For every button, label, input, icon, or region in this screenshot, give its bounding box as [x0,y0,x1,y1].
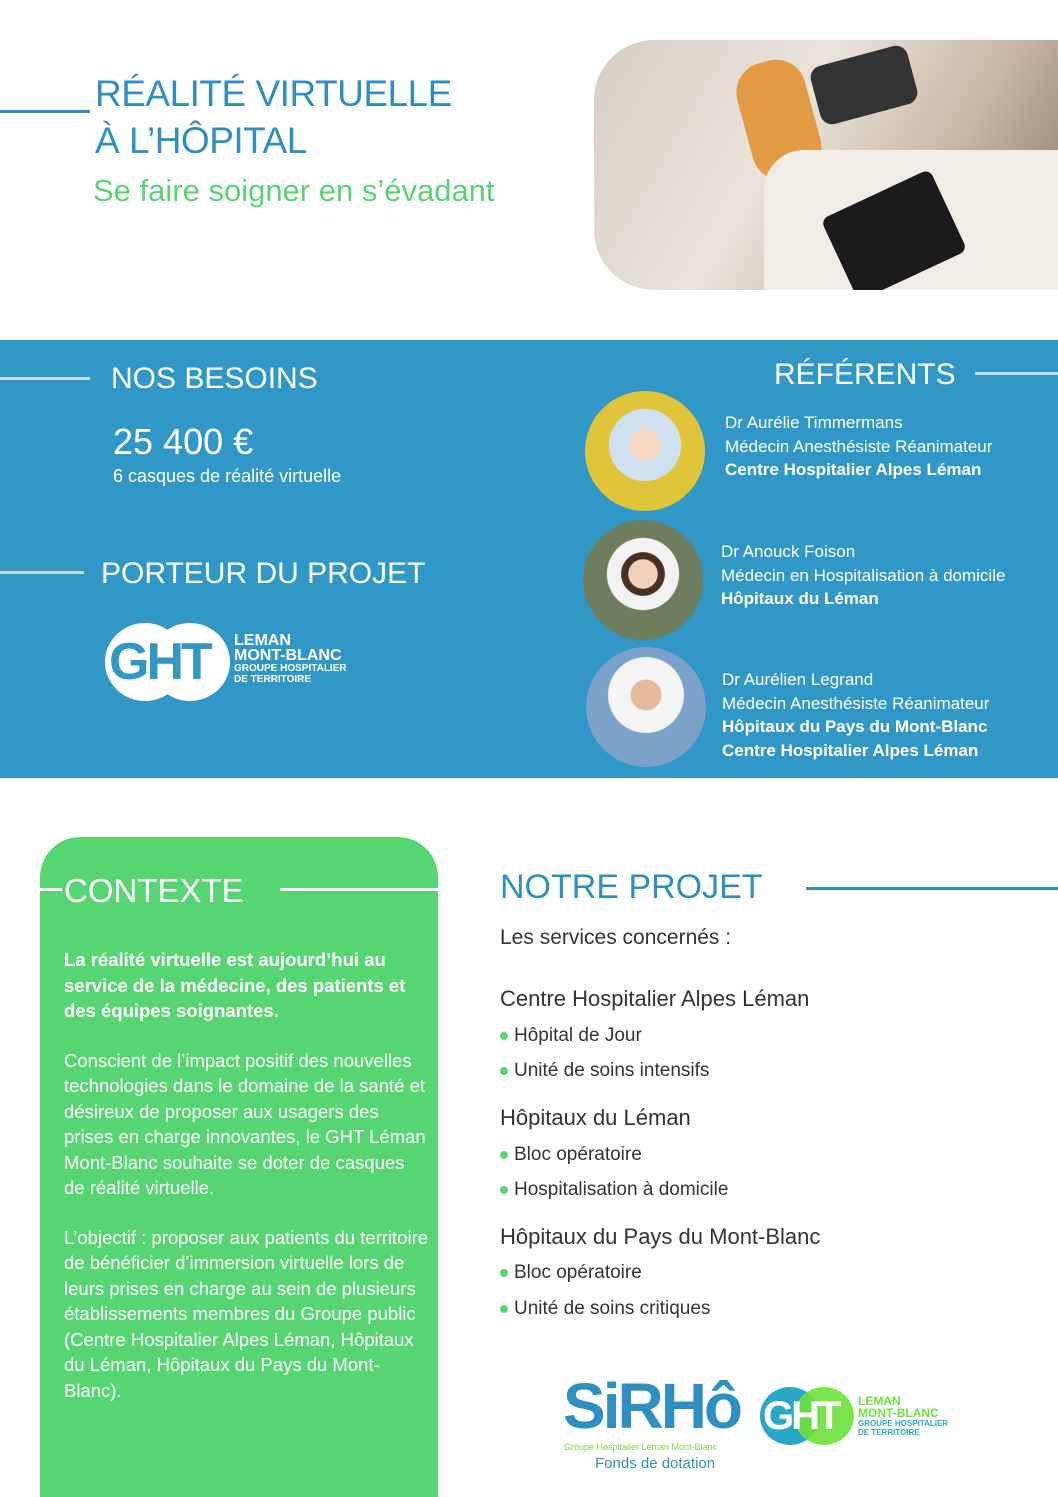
referents-heading: RÉFÉRENTS [774,358,956,391]
logo-text: LEMAN [234,632,291,649]
service-group: Centre Hospitalier Alpes Léman [500,986,810,1011]
besoins-heading: NOS BESOINS [111,362,318,395]
list-item: Bloc opératoire [500,1144,642,1166]
referent-photo [583,520,703,640]
referent-photo [586,647,706,767]
contexte-paragraph: Conscient de l’impact positif des nouvelles technologies dans le domaine de la santé et désireux de proposer aux usagers des prises en charge innovantes, le GHT Léman Mont-Blanc souhaite se doter de casques de réalité virtuelle. [64,1049,426,1198]
referent-role: Médecin Anesthésiste Réanimateur [722,693,990,713]
subtitle: Se faire soigner en s’évadant [93,173,495,208]
amount-detail: 6 casques de réalité virtuelle [113,466,342,486]
service-group: Hôpitaux du Léman [500,1105,691,1130]
referent-org: Centre Hospitalier Alpes Léman [722,740,979,760]
referent-org: Centre Hospitalier Alpes Léman [725,460,982,479]
list-item: Hospitalisation à domicile [500,1179,728,1201]
contexte-heading: CONTEXTE [64,872,244,909]
logo-mark: GHT [763,1394,839,1438]
sirho-logo [563,1370,740,1477]
list-item: Bloc opératoire [500,1262,642,1284]
logo-mark: SiRHô [563,1370,740,1442]
contexte-panel [40,837,438,1497]
list-item: Unité de soins critiques [500,1298,710,1320]
logo-text: GROUPE HOSPITALIER [234,663,347,674]
service-group: Hôpitaux du Pays du Mont-Blanc [500,1224,821,1249]
referent-name: Dr Anouck Foison [721,542,856,561]
logo-text: Groupe Hospitalier Léman Mont-Blanc [564,1442,718,1452]
logo-text: GROUPE HOSPITALIER [858,1419,949,1428]
amount: 25 400 € [113,421,254,462]
referent-name: Dr Aurélie Timmermans [725,413,903,432]
logo-text: Fonds de dotation [595,1455,716,1472]
projet-heading: NOTRE PROJET [500,868,763,906]
referent-card [721,540,1005,611]
logo-text: DE TERRITOIRE [234,674,312,685]
referent-card [722,668,989,762]
referent-role: Médecin Anesthésiste Réanimateur [725,436,993,456]
page-title [95,70,452,164]
referent-photo [585,391,705,511]
divider [0,110,90,113]
referent-org: Hôpitaux du Pays du Mont-Blanc [722,717,988,736]
referent-card [725,411,992,482]
contexte-body [64,947,430,1427]
contexte-paragraph: L’objectif : proposer aux patients du territoire de bénéficier d’immersion virtuelle lors de leurs prises en charge au sein de plusieurs établissements membres du Groupe public (Centre Hospitalier Alpes Léman, Hôpitaux du Léman, Hôpitaux du Pays du Mont-Blanc). [64,1226,429,1401]
title-line: RÉALITÉ VIRTUELLE [95,73,452,114]
contexte-lead: La réalité virtuelle est aujourd’hui au service de la médecine, des patients et des équipes soignantes. [64,949,406,1021]
logo-text: LEMAN [858,1394,901,1408]
ght-logo-color [760,1387,970,1447]
list-item: Unité de soins intensifs [500,1060,709,1082]
title-line: À L’HÔPITAL [95,120,307,161]
hero-photo-patient-vr-headset [594,40,1058,290]
projet-intro: Les services concernés : [500,926,732,949]
logo-text: MONT-BLANC [234,647,342,664]
referent-org: Hôpitaux du Léman [721,589,879,608]
logo-text: DE TERRITOIRE [858,1428,920,1437]
list-item: Hôpital de Jour [500,1025,642,1047]
logo-mark: GHT [109,633,210,691]
info-band [0,340,1058,778]
referent-name: Dr Aurélien Legrand [722,670,874,689]
porteur-heading: PORTEUR DU PROJET [101,557,426,590]
logo-text: MONT-BLANC [858,1406,939,1420]
ght-logo-white [105,623,375,703]
referent-role: Médecin en Hospitalisation à domicile [721,565,1006,585]
